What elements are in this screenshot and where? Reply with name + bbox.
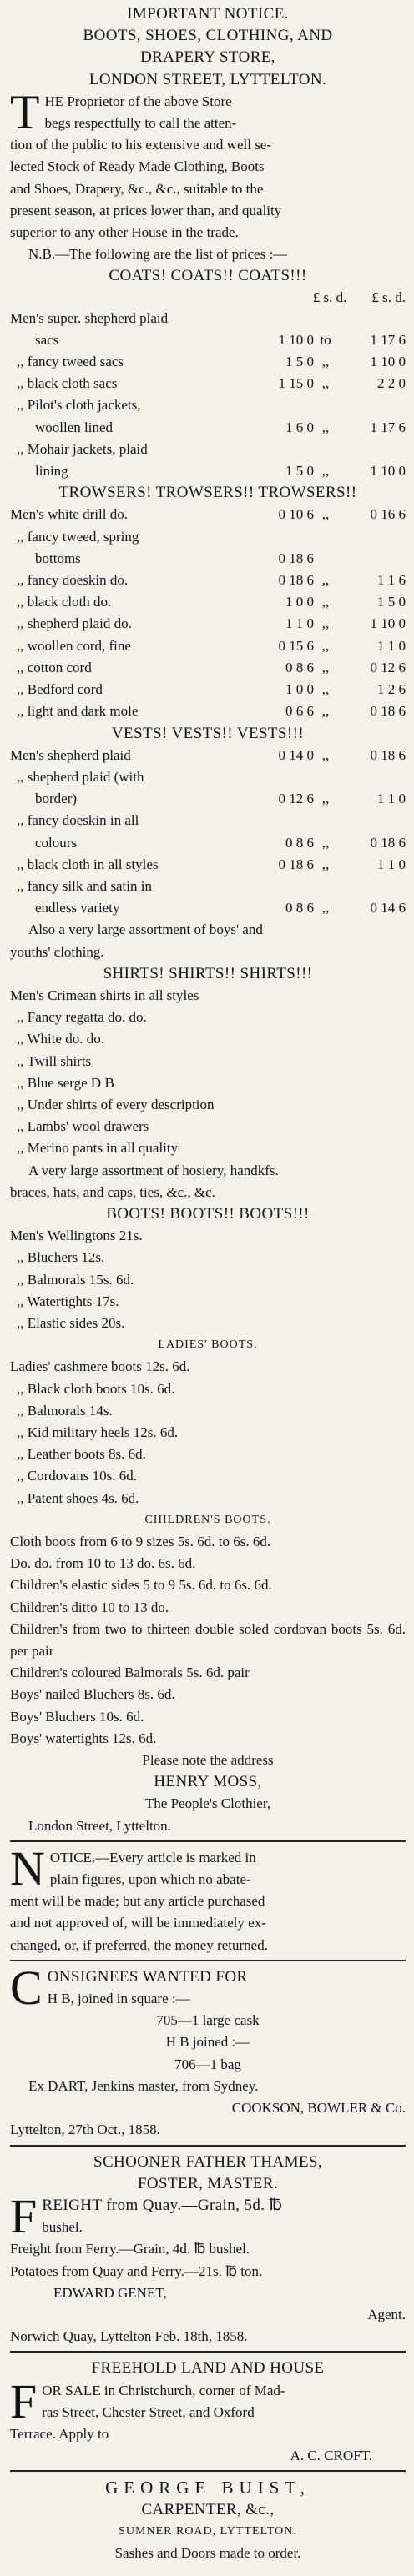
buist-tagline: Sashes and Doors made to order. — [114, 2544, 301, 2561]
freehold-line: OR SALE in Christchurch, corner of Mad- — [42, 2382, 285, 2398]
buist-trade: CARPENTER, &c., — [141, 2500, 275, 2518]
price-from — [237, 439, 314, 460]
price-to: 0 12 6 — [370, 659, 406, 675]
item-label: ,, Mohair jackets, plaid — [17, 440, 148, 457]
price-row — [10, 679, 406, 700]
price-from: 1 15 0 — [278, 375, 314, 392]
price-to-marker: ,, — [321, 703, 330, 720]
advertiser-title: The People's Clothier, — [144, 1795, 271, 1812]
buist-name: GEORGE BUIST, — [105, 2478, 310, 2498]
price-to — [337, 766, 406, 788]
freehold-line: ras Street, Chester Street, and Oxford — [42, 2403, 255, 2420]
price-from: 1 5 0 — [285, 354, 314, 370]
ad-address: LONDON STREET, LYTTELTON. — [88, 70, 327, 88]
price-to — [337, 439, 406, 460]
section-heading-shirts: SHIRTS! SHIRTS!! SHIRTS!!! — [103, 964, 313, 982]
boot-item: ,, Patent shoes 4s. 6d. — [17, 1489, 139, 1506]
ladies-boots-list — [10, 1356, 406, 1509]
ad-george-buist — [10, 2477, 406, 2564]
vests-note: youths' clothing. — [10, 943, 104, 960]
price-to-marker: to — [320, 331, 331, 348]
price-to-marker: ,, — [321, 572, 330, 589]
intro-line: begs respectfully to call the atten- — [44, 115, 237, 132]
price-row — [10, 417, 406, 439]
price-to — [337, 876, 406, 897]
item-label: border) — [35, 791, 78, 807]
item-label: ,, black cloth do. — [17, 594, 112, 610]
vests-price-list — [10, 745, 406, 920]
drop-cap: N — [10, 1840, 45, 1896]
item-label: ,, fancy doeskin do. — [17, 572, 129, 589]
price-to: 1 5 0 — [377, 594, 406, 610]
price-from: 0 15 6 — [278, 637, 314, 654]
shirt-item: ,, Blue serge D B — [17, 1074, 114, 1091]
price-to-marker — [314, 439, 337, 460]
price-to-marker: ,, — [321, 419, 330, 435]
intro-line: tion of the public to his extensive and well se- — [10, 137, 272, 153]
price-to-marker: ,, — [321, 637, 330, 654]
price-to-marker: ,, — [321, 834, 330, 851]
price-row — [10, 897, 406, 919]
price-to-marker: ,, — [321, 375, 330, 392]
drop-cap: F — [10, 2373, 38, 2428]
item-label: ,, fancy silk and satin in — [17, 877, 152, 894]
price-row — [10, 504, 406, 525]
children-boots-paragraph: Children's from two to thirteen double soled cordovan boots 5s. 6d. per pair — [10, 1620, 406, 1660]
intro-line: and Shoes, Drapery, &c., &c., suitable to the — [10, 180, 264, 197]
item-label: ,, black cloth sacs — [17, 375, 118, 392]
boot-item: Cloth boots from 6 to 9 sizes 5s. 6d. to 6s. 6d. — [10, 1534, 271, 1550]
price-to-marker: ,, — [321, 856, 330, 872]
price-to — [337, 526, 406, 548]
price-to: 1 2 6 — [377, 681, 406, 698]
price-to: 1 1 0 — [377, 856, 406, 872]
price-to: 0 18 6 — [370, 703, 406, 720]
price-header-col: £ s. d. — [371, 289, 406, 305]
price-row — [10, 876, 406, 897]
boot-item: Men's Wellingtons 21s. — [10, 1228, 143, 1244]
drop-cap: C — [10, 1960, 43, 2015]
price-to: 1 17 6 — [370, 331, 406, 348]
price-to-marker — [314, 308, 337, 329]
price-from: 0 12 6 — [278, 791, 314, 807]
consignees-line: 705—1 large cask — [156, 2012, 260, 2029]
price-to-marker: ,, — [321, 681, 330, 698]
freehold-title: FREEHOLD LAND AND HOUSE — [91, 2359, 325, 2378]
price-row — [10, 613, 406, 635]
price-to-marker — [314, 526, 337, 548]
section-heading-trowsers: TROWSERS! TROWSERS!! TROWSERS!! — [58, 484, 357, 502]
ad-henry-moss — [10, 3, 406, 1837]
price-from: 1 6 0 — [285, 419, 314, 435]
price-row — [10, 591, 406, 613]
price-to-marker: ,, — [321, 615, 330, 632]
price-row — [10, 526, 406, 548]
item-label: ,, woollen cord, fine — [17, 637, 131, 654]
boot-item: Boys' watertights 12s. 6d. — [10, 1730, 157, 1746]
shirt-item: ,, Under shirts of every description — [17, 1096, 215, 1112]
price-from: 1 1 0 — [285, 615, 314, 632]
buist-address: SUMNER ROAD, LYTTELTON. — [119, 2524, 297, 2538]
item-label: ,, cotton cord — [17, 659, 92, 675]
shirt-item: ,, White do. do. — [17, 1031, 104, 1047]
price-row — [10, 700, 406, 722]
advertiser-address: London Street, Lyttelton. — [28, 1817, 171, 1834]
price-from: 0 18 6 — [278, 550, 314, 566]
agent-name: EDWARD GENET, — [53, 2284, 167, 2301]
boot-item: Children's elastic sides 5 to 9 5s. 6d. to 6s. 6d. — [10, 1577, 272, 1594]
freehold-line: Terrace. Apply to — [10, 2425, 109, 2442]
price-to — [337, 394, 406, 416]
price-row — [10, 854, 406, 876]
item-label: endless variety — [35, 900, 120, 916]
price-to: 0 16 6 — [370, 506, 406, 523]
price-row — [10, 832, 406, 854]
children-boots-list-2 — [10, 1662, 406, 1750]
price-from — [237, 810, 314, 831]
item-label: bottoms — [35, 550, 81, 566]
consignees-line: Ex DART, Jenkins master, from Sydney. — [28, 2077, 259, 2094]
price-from — [237, 308, 314, 329]
shirt-item: ,, Fancy regatta do. do. — [17, 1009, 147, 1026]
schooner-subtitle: FOSTER, MASTER. — [137, 2174, 279, 2192]
boot-item: Children's ditto 10 to 13 do. — [10, 1599, 169, 1615]
consignees-heading: ONSIGNEES WANTED FOR — [47, 1967, 248, 1986]
item-label: Men's white drill do. — [10, 506, 128, 523]
ad-subtitle: DRAPERY STORE, — [140, 48, 275, 67]
price-row — [10, 788, 406, 810]
boot-item: ,, Balmorals 15s. 6d. — [17, 1271, 134, 1288]
notice-line: OTICE.—Every article is marked in — [49, 1849, 256, 1865]
boot-item: Children's coloured Balmorals 5s. 6d. pair — [10, 1665, 250, 1681]
boot-item: ,, Leather boots 8s. 6d. — [17, 1446, 146, 1463]
boot-item: Boys' nailed Bluchers 8s. 6d. — [10, 1686, 175, 1703]
price-to: 0 14 6 — [370, 900, 406, 916]
price-row — [10, 439, 406, 460]
schooner-title: SCHOONER FATHER THAMES, — [93, 2152, 322, 2171]
consignees-signer: COOKSON, BOWLER & Co. — [231, 2100, 406, 2117]
intro-line: superior to any other House in the trade. — [10, 224, 239, 241]
nb-line: N.B.—The following are the list of prices :— — [28, 246, 288, 263]
price-to: 1 1 0 — [377, 637, 406, 654]
drop-cap: F — [10, 2188, 38, 2243]
price-to: 2 2 0 — [377, 375, 406, 392]
consignees-date: Lyttelton, 27th Oct., 1858. — [10, 2122, 160, 2138]
price-to-marker — [314, 810, 337, 831]
item-label: colours — [35, 834, 78, 851]
boot-item: ,, Black cloth boots 10s. 6d. — [17, 1380, 175, 1397]
freight-line: bushel. — [42, 2219, 83, 2236]
column-rule — [10, 1840, 406, 1842]
freight-line: Potatoes from Quay and Ferry.—21s. ℔ ton. — [10, 2262, 263, 2279]
advertiser-name: HENRY MOSS, — [154, 1773, 262, 1791]
item-label: Men's shepherd plaid — [10, 746, 131, 763]
price-from: 1 10 0 — [278, 331, 314, 348]
item-label: sacs — [35, 331, 59, 348]
price-row — [10, 548, 406, 570]
price-to: 1 10 0 — [370, 615, 406, 632]
price-to: 0 18 6 — [370, 746, 406, 763]
price-row — [10, 810, 406, 831]
price-to: 0 18 6 — [370, 834, 406, 851]
item-label: ,, light and dark mole — [17, 703, 139, 720]
price-from: 0 10 6 — [278, 506, 314, 523]
children-boots-list — [10, 1531, 406, 1619]
consignees-line: H B joined :— — [165, 2034, 250, 2051]
column-rule — [10, 2351, 406, 2353]
shirt-item: Men's Crimean shirts in all styles — [10, 987, 199, 1003]
boot-item: ,, Kid military heels 12s. 6d. — [17, 1424, 179, 1440]
price-to-marker — [314, 876, 337, 897]
shirts-list — [10, 985, 406, 1160]
ad-freehold — [10, 2358, 406, 2467]
price-from: 1 5 0 — [285, 463, 314, 480]
ad-schooner — [10, 2152, 406, 2348]
boot-item: Ladies' cashmere boots 12s. 6d. — [10, 1358, 190, 1375]
consignees-line: 706—1 bag — [174, 2056, 241, 2072]
freight-line: REIGHT from Quay.—Grain, 5d. ℔ — [42, 2196, 283, 2214]
section-heading-boots: BOOTS! BOOTS!! BOOTS!!! — [106, 1204, 310, 1223]
price-row — [10, 351, 406, 373]
price-to-marker: ,, — [321, 746, 330, 763]
item-label: ,, Bedford cord — [17, 681, 103, 698]
price-header — [10, 288, 406, 308]
price-to-marker — [314, 394, 337, 416]
boot-item: ,, Elastic sides 20s. — [17, 1314, 125, 1331]
price-row — [10, 373, 406, 394]
price-row — [10, 745, 406, 766]
ad-subtitle: BOOTS, SHOES, CLOTHING, AND — [83, 27, 333, 45]
price-row — [10, 766, 406, 788]
boot-item: ,, Cordovans 10s. 6d. — [17, 1468, 138, 1484]
intro-line: lected Stock of Ready Made Clothing, Boots — [10, 158, 265, 175]
notice-line: plain figures, upon which no abate- — [49, 1871, 251, 1888]
price-from: 0 14 0 — [278, 746, 314, 763]
price-from — [237, 766, 314, 788]
consignees-line: H B, joined in square :— — [47, 1991, 190, 2007]
price-from: 0 18 6 — [278, 856, 314, 872]
price-to: 1 10 0 — [370, 354, 406, 370]
price-from — [237, 526, 314, 548]
trowsers-price-list — [10, 504, 406, 722]
section-heading-coats: COATS! COATS!! COATS!!! — [109, 267, 307, 285]
coats-price-list — [10, 308, 406, 483]
freight-line: Freight from Ferry.—Grain, 4d. ℔ bushel. — [10, 2241, 250, 2257]
price-to: 1 17 6 — [370, 419, 406, 435]
price-row — [10, 329, 406, 351]
agent-role: Agent. — [367, 2306, 406, 2322]
price-to — [337, 548, 406, 570]
notice-line: and not approved of, will be immediately ex- — [10, 1915, 266, 1931]
price-to — [337, 810, 406, 831]
ad-title: IMPORTANT NOTICE. — [127, 5, 289, 23]
price-to: 1 10 0 — [370, 463, 406, 480]
column-rule — [10, 1960, 406, 1961]
price-to-marker — [314, 548, 337, 570]
price-to-marker: ,, — [321, 900, 330, 916]
shirt-item: ,, Twill shirts — [17, 1052, 92, 1069]
notice-line: changed, or, if preferred, the money returned. — [10, 1936, 268, 1953]
price-row — [10, 394, 406, 416]
price-to: 1 1 0 — [377, 791, 406, 807]
price-row — [10, 657, 406, 679]
item-label: ,, shepherd plaid (with — [17, 768, 144, 785]
boot-item: ,, Bluchers 12s. — [17, 1249, 105, 1266]
shirt-item: ,, Merino pants in all quality — [17, 1140, 179, 1157]
section-heading-children-boots: CHILDREN'S BOOTS. — [144, 1513, 271, 1526]
item-label: Men's super. shepherd plaid — [10, 309, 169, 326]
item-label: ,, fancy tweed, spring — [17, 528, 139, 545]
price-from: 0 18 6 — [278, 572, 314, 589]
drop-cap: T — [10, 84, 40, 139]
address-note: Please note the address — [142, 1752, 274, 1769]
price-to-marker: ,, — [321, 506, 330, 523]
price-from: 0 8 6 — [285, 900, 314, 916]
price-row — [10, 308, 406, 329]
shirts-note: A very large assortment of hosiery, handkfs. — [28, 1162, 279, 1178]
item-label: ,, black cloth in all styles — [17, 856, 159, 872]
item-label: ,, shepherd plaid do. — [17, 615, 132, 632]
section-heading-vests: VESTS! VESTS!! VESTS!!! — [111, 724, 305, 742]
shirt-item: ,, Lambs' wool drawers — [17, 1118, 149, 1135]
freehold-signer: A. C. CROFT. — [290, 2448, 372, 2464]
men-boots-list — [10, 1225, 406, 1334]
intro-line: present season, at prices lower than, and quality — [10, 202, 282, 218]
price-from — [237, 394, 314, 416]
boot-item: Boys' Bluchers 10s. 6d. — [10, 1708, 144, 1725]
price-to-marker: ,, — [321, 791, 330, 807]
price-to-marker: ,, — [321, 594, 330, 610]
price-from: 0 6 6 — [285, 703, 314, 720]
ad-notice — [10, 1840, 406, 1956]
boot-item: ,, Watertights 17s. — [17, 1293, 119, 1309]
price-to-marker: ,, — [321, 659, 330, 675]
item-label: ,, fancy doeskin in all — [17, 812, 139, 829]
price-row — [10, 460, 406, 482]
price-to — [337, 308, 406, 329]
price-to: 1 1 6 — [377, 572, 406, 589]
ad-consignees — [10, 1960, 406, 2142]
price-to-marker — [314, 766, 337, 788]
intro-paragraph — [10, 84, 406, 244]
price-from — [237, 876, 314, 897]
column-rule — [10, 2470, 406, 2472]
item-label: lining — [35, 463, 68, 480]
intro-line: HE Proprietor of the above Store — [44, 93, 232, 109]
price-row — [10, 635, 406, 657]
schooner-date: Norwich Quay, Lyttelton Feb. 18th, 1858. — [10, 2328, 248, 2345]
item-label: ,, fancy tweed sacs — [17, 354, 124, 370]
notice-line: ment will be made; but any article purchased — [10, 1893, 265, 1910]
price-header-col: £ s. d. — [312, 289, 347, 305]
price-from: 0 8 6 — [285, 659, 314, 675]
price-to-marker: ,, — [321, 463, 330, 480]
price-from: 0 8 6 — [285, 834, 314, 851]
item-label: woollen lined — [35, 419, 114, 435]
price-to-marker: ,, — [321, 354, 330, 370]
boot-item: Do. do. from 10 to 13 do. 6s. 6d. — [10, 1555, 196, 1572]
item-label: ,, Pilot's cloth jackets, — [17, 397, 141, 414]
boot-item: ,, Balmorals 14s. — [17, 1402, 113, 1419]
vests-note: Also a very large assortment of boys' and — [28, 921, 263, 938]
shirts-note: braces, hats, and caps, ties, &c., &c. — [10, 1183, 215, 1200]
price-from: 1 0 0 — [285, 681, 314, 698]
price-from: 1 0 0 — [285, 594, 314, 610]
column-rule — [10, 2145, 406, 2147]
section-heading-ladies-boots: LADIES' BOOTS. — [158, 1338, 258, 1352]
price-row — [10, 570, 406, 591]
